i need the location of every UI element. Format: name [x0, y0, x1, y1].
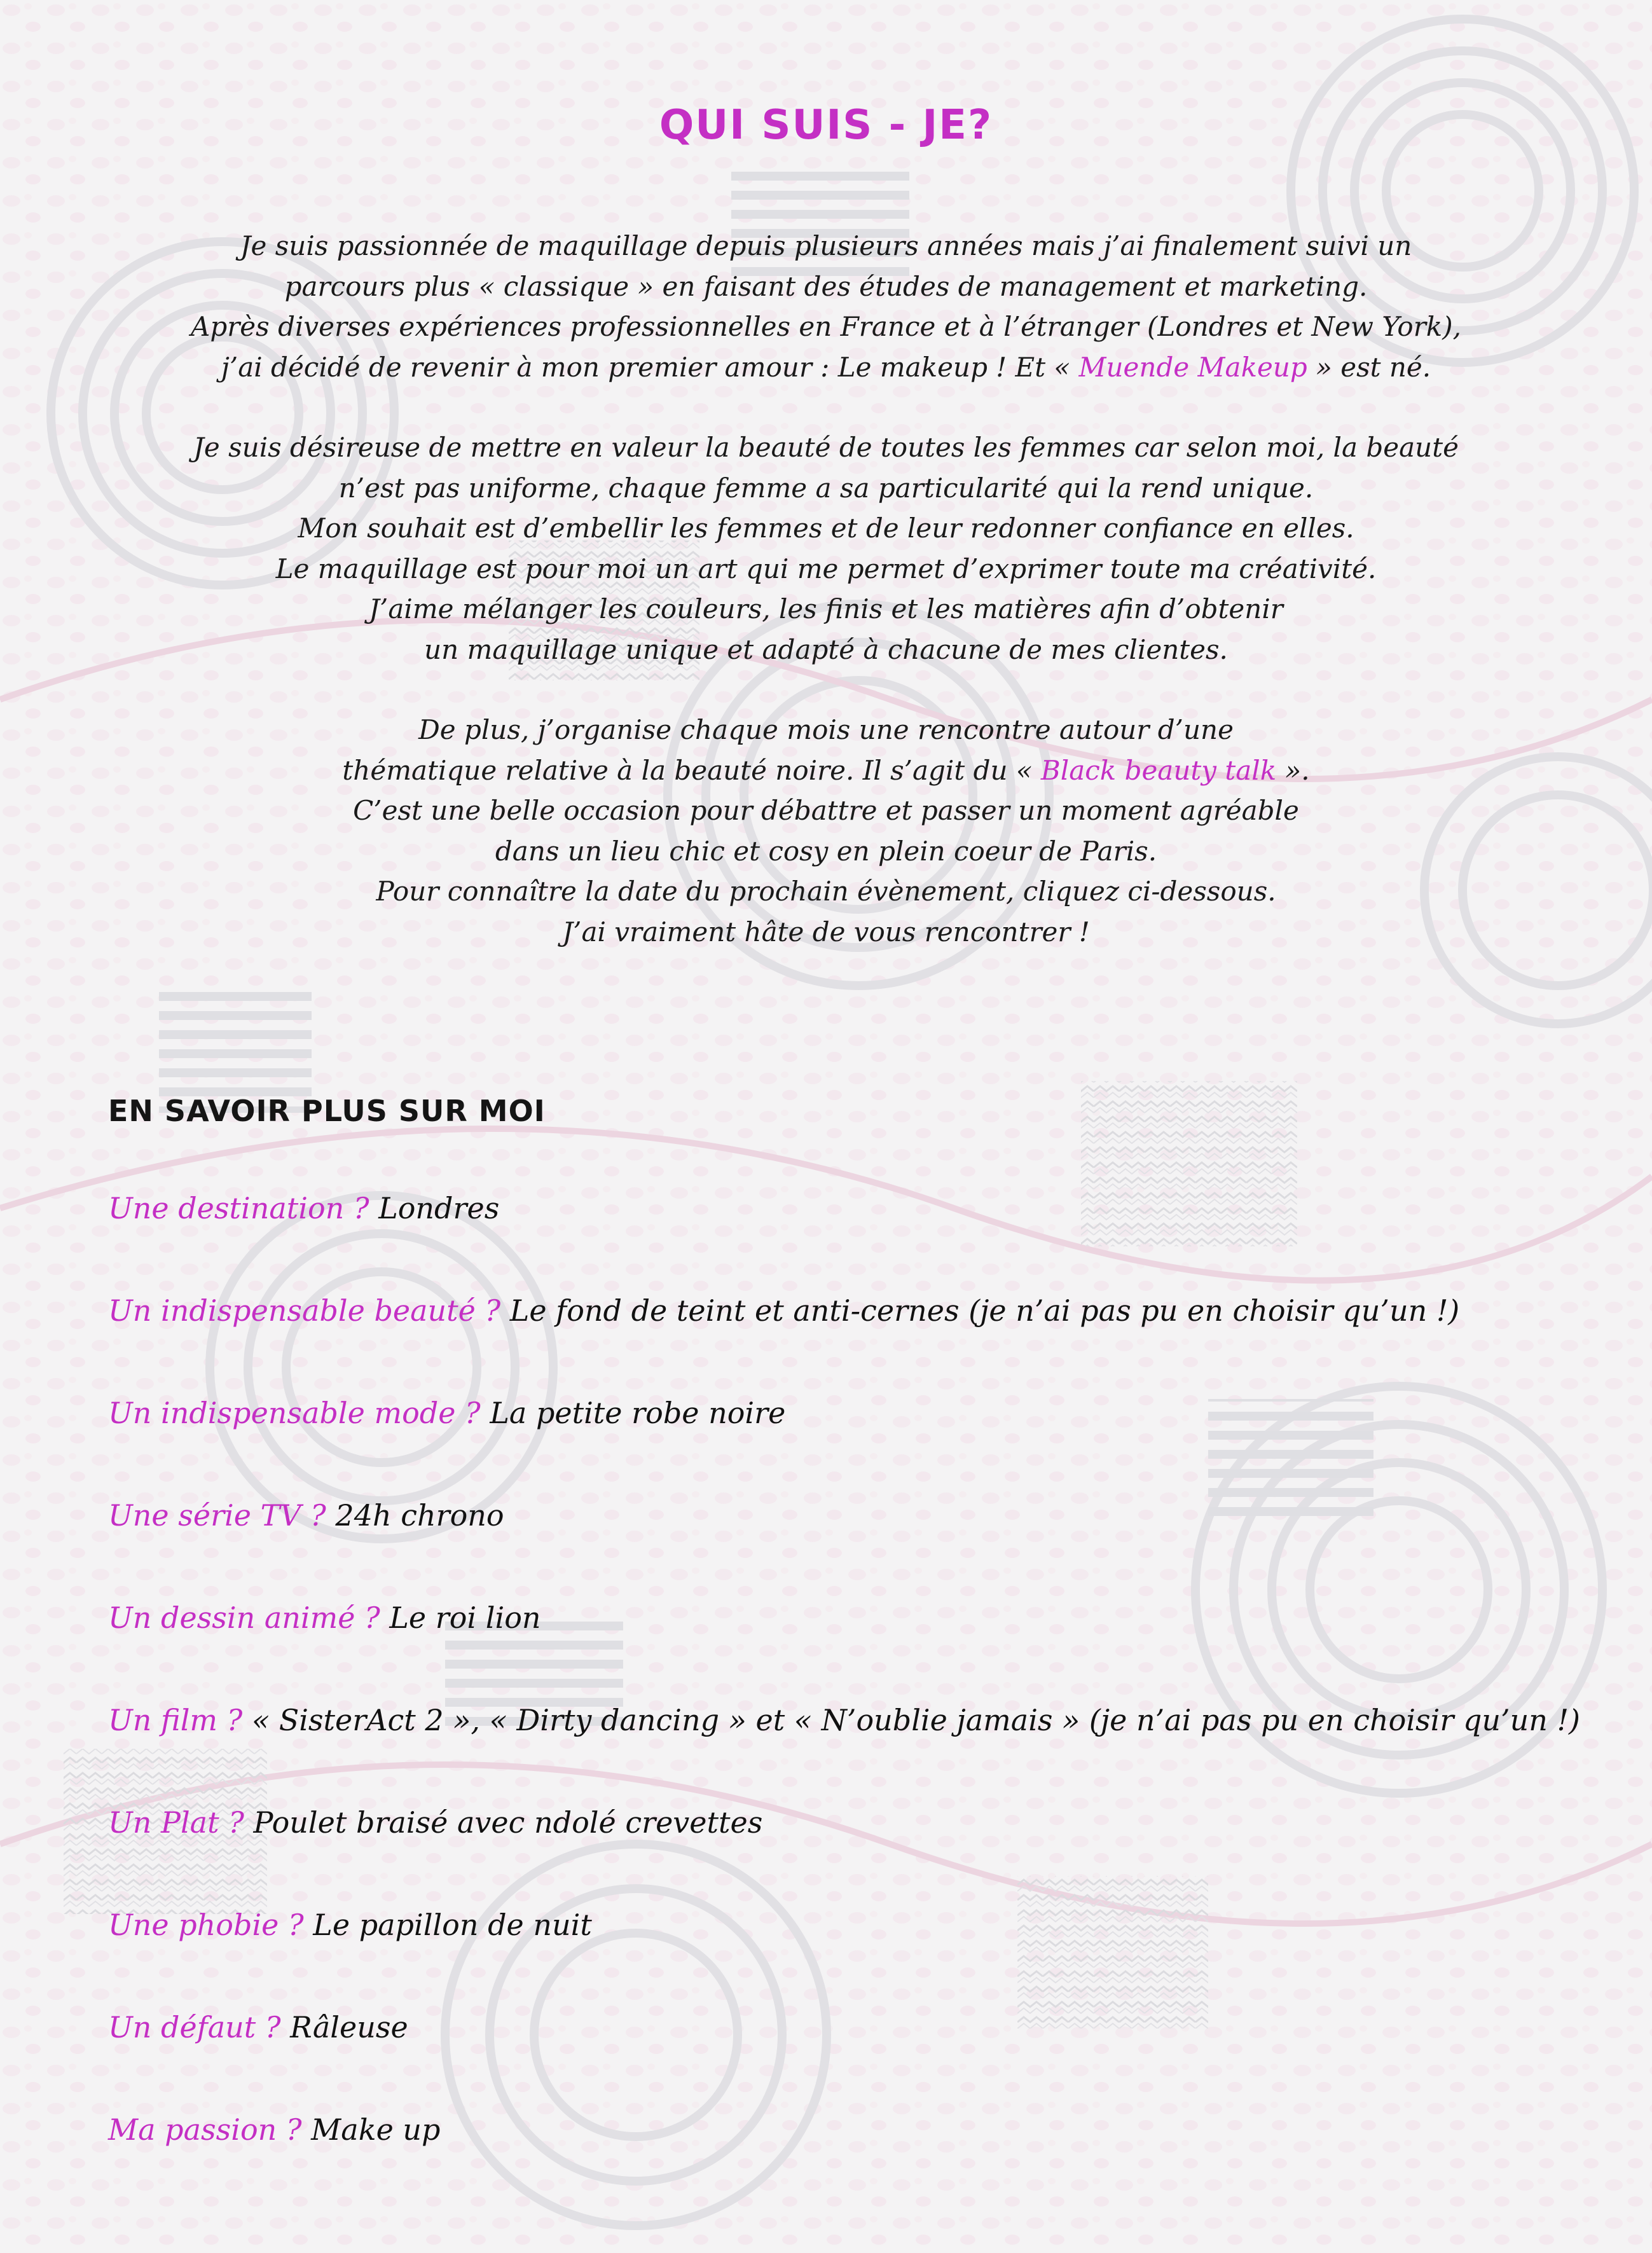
page-title: QUI SUIS - JE?: [659, 102, 993, 149]
intro-line: [95, 347, 1557, 388]
qa-item: [108, 1496, 1571, 1599]
qa-question: Une destination ?: [108, 1191, 379, 1225]
qa-question: Un indispensable mode ?: [108, 1396, 490, 1430]
intro-line: De plus, j’organise chaque mois une rencontre autour d’une: [418, 714, 1234, 745]
intro-line: dans un lieu chic et cosy en plein coeur de Paris.: [495, 835, 1157, 867]
qa-item: [108, 1394, 1571, 1496]
intro-paragraph: [95, 427, 1557, 670]
intro-line: Je suis désireuse de mettre en valeur la beauté de toutes les femmes car selon moi, la beauté: [193, 432, 1459, 463]
event-name-highlight: Black beauty talk: [1040, 754, 1277, 786]
intro-line: Je suis passionnée de maquillage depuis plusieurs années mais j’ai finalement suivi un: [240, 230, 1412, 261]
intro-line: Après diverses expériences professionnelles en France et à l’étranger (Londres et New York),: [191, 311, 1461, 342]
qa-answer: « SisterAct 2 », « Dirty dancing » et « N’oublie jamais » (je n’ai pas pu en choisir qu’un !): [251, 1703, 1580, 1737]
qa-answer: Poulet braisé avec ndolé crevettes: [253, 1805, 763, 1840]
section-heading: EN SAVOIR PLUS SUR MOI: [108, 1094, 546, 1128]
qa-answer: Le roi lion: [389, 1601, 541, 1635]
intro-paragraph: [95, 710, 1557, 952]
brand-name-highlight: Muende Makeup: [1078, 351, 1307, 383]
intro-line: Pour connaître la date du prochain évènement, cliquez ci-dessous.: [376, 876, 1276, 907]
intro-text: [95, 226, 1557, 992]
intro-line-part: j’ai décidé de revenir à mon premier amour : Le makeup ! Et «: [221, 351, 1079, 383]
intro-line: un maquillage unique et adapté à chacune de mes clientes.: [424, 633, 1228, 665]
intro-line-part: thématique relative à la beauté noire. Il s’agit du «: [342, 754, 1041, 786]
qa-question: Un Plat ?: [108, 1805, 254, 1840]
qa-question: Ma passion ?: [108, 2112, 312, 2147]
qa-list: [108, 1189, 1580, 2213]
qa-item: [108, 2111, 1571, 2213]
intro-line-part: ».: [1276, 754, 1310, 786]
qa-item: [108, 2008, 1571, 2111]
qa-question: Un film ?: [108, 1703, 252, 1737]
intro-line: parcours plus « classique » en faisant des études de management et marketing.: [284, 270, 1368, 302]
intro-line-part: » est né.: [1307, 351, 1431, 383]
qa-answer: Le papillon de nuit: [313, 1908, 592, 1942]
qa-item: [108, 1189, 1571, 1292]
qa-answer: Make up: [311, 2112, 441, 2147]
qa-answer: 24h chrono: [335, 1498, 504, 1533]
qa-item: [108, 1292, 1571, 1394]
intro-line: [95, 750, 1557, 791]
qa-answer: Londres: [378, 1191, 500, 1225]
qa-answer: La petite robe noire: [490, 1396, 786, 1430]
intro-line: Le maquillage est pour moi un art qui me permet d’exprimer toute ma créativité.: [275, 553, 1377, 584]
intro-line: J’aime mélanger les couleurs, les finis et les matières afin d’obtenir: [369, 593, 1283, 624]
qa-item: [108, 1906, 1571, 2008]
intro-line: n’est pas uniforme, chaque femme a sa particularité qui la rend unique.: [338, 472, 1314, 504]
qa-question: Une phobie ?: [108, 1908, 313, 1942]
qa-item: [108, 1803, 1571, 1906]
qa-answer: Râleuse: [290, 2010, 408, 2044]
qa-item: [108, 1701, 1580, 1803]
qa-question: Un défaut ?: [108, 2010, 291, 2044]
qa-question: Une série TV ?: [108, 1498, 336, 1533]
intro-line: C’est une belle occasion pour débattre et passer un moment agréable: [353, 795, 1299, 826]
qa-item: [108, 1599, 1571, 1701]
intro-line: J’ai vraiment hâte de vous rencontrer !: [562, 916, 1090, 947]
qa-question: Un indispensable beauté ?: [108, 1293, 510, 1328]
qa-answer: Le fond de teint et anti-cernes (je n’ai pas pu en choisir qu’un !): [509, 1293, 1460, 1328]
qa-question: Un dessin animé ?: [108, 1601, 390, 1635]
intro-paragraph: [95, 226, 1557, 387]
intro-line: Mon souhait est d’embellir les femmes et de leur redonner confiance en elles.: [298, 513, 1354, 544]
